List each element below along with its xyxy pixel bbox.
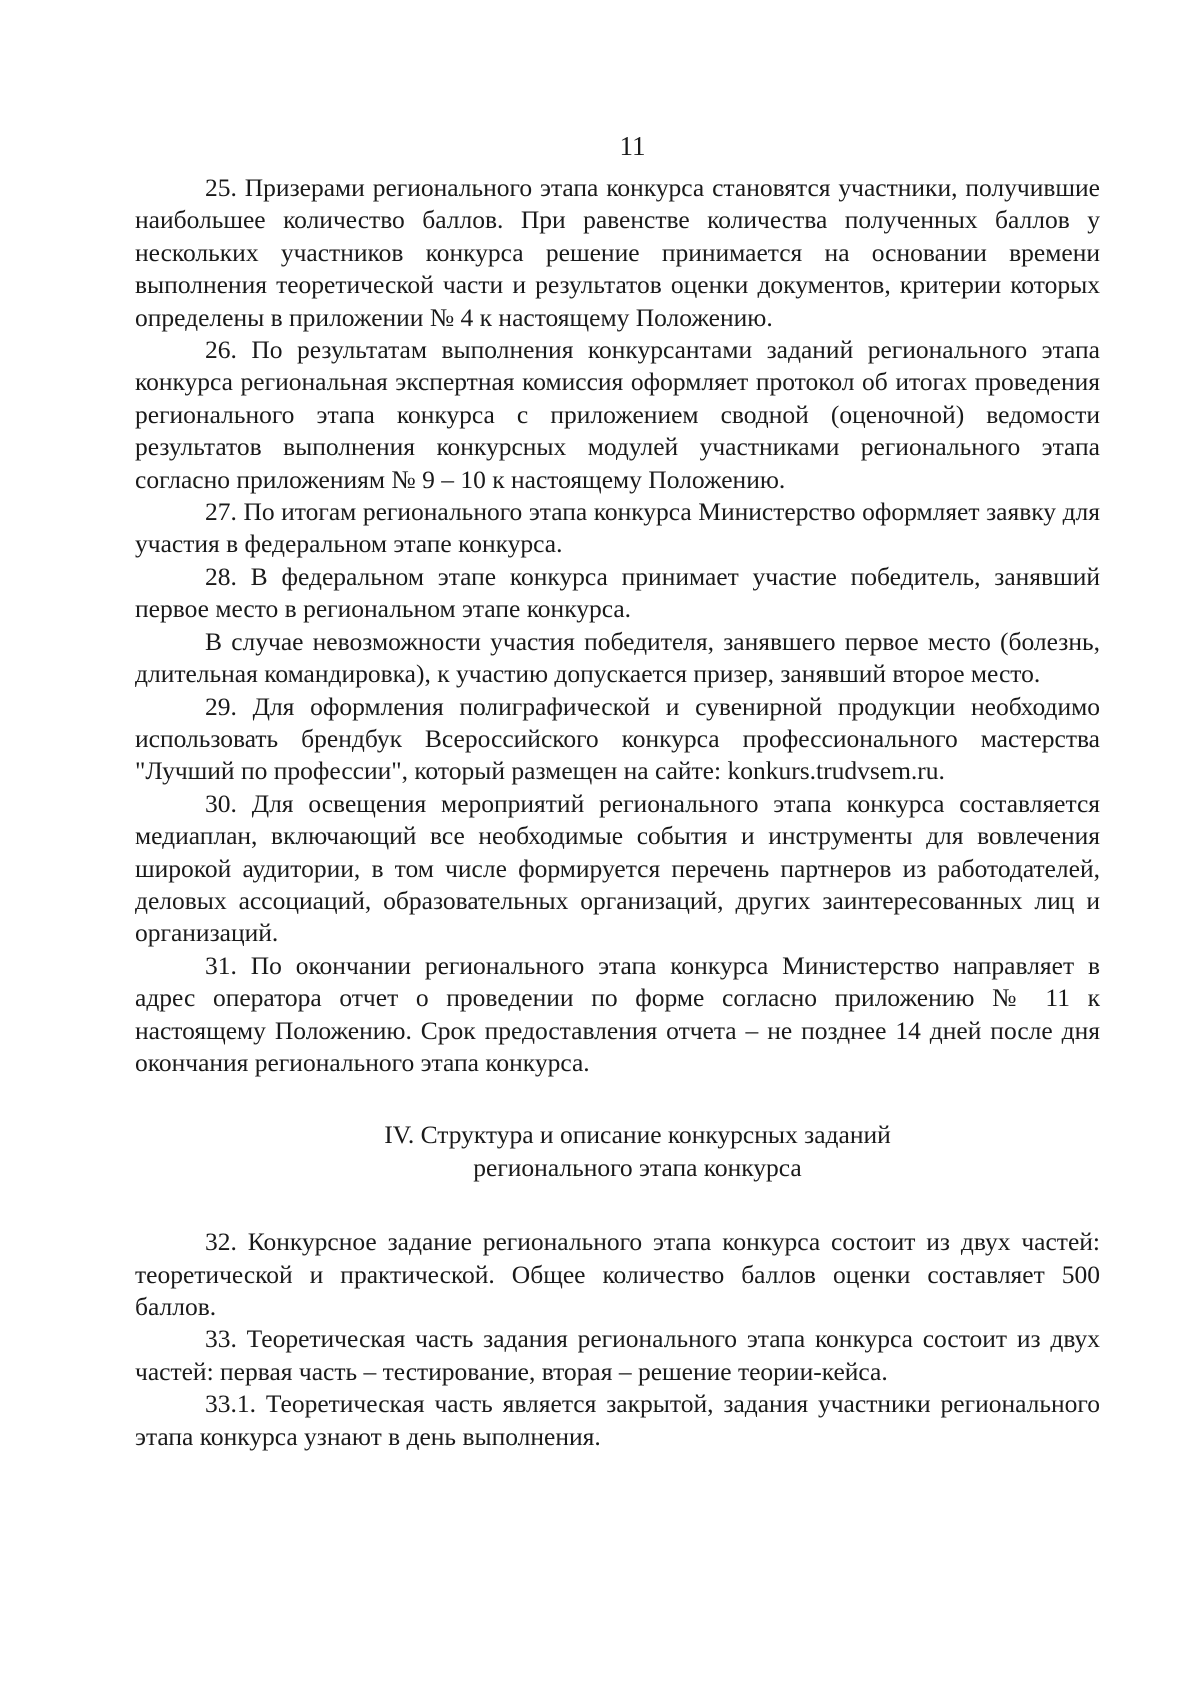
paragraph-31: 31. По окончании регионального этапа конкурса Министерство направляет в адрес оператора отчет о проведении по форме согласно приложению № 11 к настоящему Положению. Срок предоставления отчета – не позднее 14 дней после дня окончания регионального этапа конкурса. (135, 950, 1100, 1077)
paragraph-29: 29. Для оформления полиграфической и сувенирной продукции необходимо использовать брендбук Всероссийского конкурса профессионального мастерства "Лучший по профессии", который размещен на сайте: konkurs.trudvsem.ru. (135, 691, 1100, 786)
paragraph-33: 33. Теоретическая часть задания регионального этапа конкурса состоит из двух частей: первая часть – тестирование, вторая – решение теории-кейса. (135, 1324, 1100, 1386)
paragraph-30: 30. Для освещения мероприятий регионального этапа конкурса составляется медиаплан, включающий все необходимые события и инструменты для вовлечения широкой аудитории, в том числе формируется перечень партнеров из работодателей, деловых ассоциаций, образовательных организаций, других заинтересованных лиц и организаций. (135, 788, 1100, 948)
paragraph-28: 28. В федеральном этапе конкурса принимает участие победитель, занявший первое место в региональном этапе конкурса. (135, 561, 1100, 624)
paragraph-26: 26. По результатам выполнения конкурсантами заданий регионального этапа конкурса региональная экспертная комиссия оформляет протокол об итогах проведения регионального этапа конкурса с приложением сводной (оценочной) ведомости результатов выполнения конкурсных модулей участниками регионального этапа согласно приложениям № 9 – 10 к настоящему Положению. (135, 335, 1100, 494)
paragraph-28-continuation: В случае невозможности участия победителя, занявшего первое место (болезнь, длительная командировка), к участию допускается призер, занявший второе место. (135, 626, 1100, 689)
paragraph-32: 32. Конкурсное задание регионального этапа конкурса состоит из двух частей: теоретической и практической. Общее количество баллов оценки составляет 500 баллов. (135, 1227, 1100, 1321)
section-heading-line-2: регионального этапа конкурса (473, 1152, 802, 1182)
section-heading (135, 1119, 1100, 1184)
paragraph-27: 27. По итогам регионального этапа конкурса Министерство оформляет заявку для участия в федеральном этапе конкурса. (135, 497, 1100, 559)
page-number: 11 (619, 131, 646, 161)
section-heading-line-1: IV. Структура и описание конкурсных заданий (384, 1120, 891, 1150)
paragraph-25: 25. Призерами регионального этапа конкурса становятся участники, получившие наибольшее количество баллов. При равенстве количества полученных баллов у нескольких участников конкурса решение принимается на основании времени выполнения теоретической части и результатов оценки документов, критерии которых определены в приложении № 4 к настоящему Положению. (135, 173, 1100, 332)
paragraph-33-1: 33.1. Теоретическая часть является закрытой, задания участники регионального этапа конкурса узнают в день выполнения. (135, 1389, 1100, 1451)
